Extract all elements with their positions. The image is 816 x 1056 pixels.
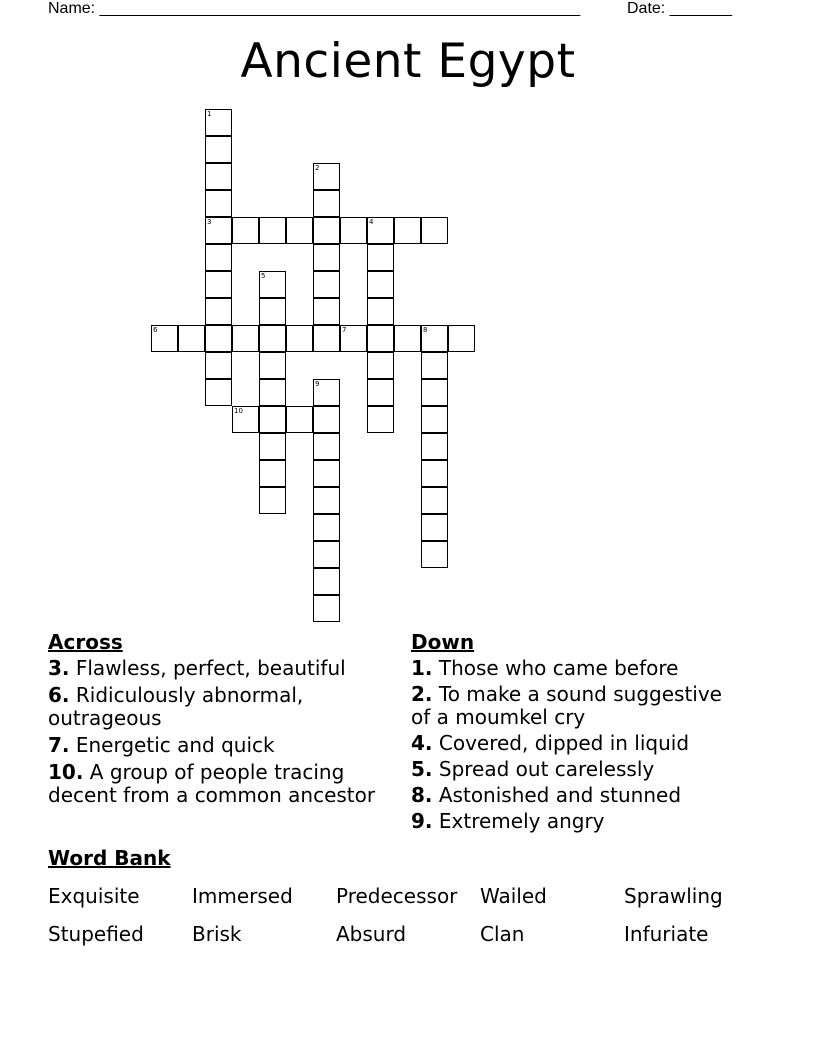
cell-number: 5	[261, 272, 266, 280]
crossword-cell[interactable]	[367, 379, 394, 406]
crossword-cell[interactable]	[259, 460, 286, 487]
clue-text: Those who came before	[432, 656, 679, 680]
down-clue	[411, 732, 741, 755]
crossword-cell[interactable]	[313, 460, 340, 487]
clue-text: Extremely angry	[432, 809, 605, 833]
word-bank-word: Clan	[480, 922, 525, 946]
clue-number: 2.	[411, 682, 433, 706]
crossword-cell[interactable]	[367, 217, 394, 244]
crossword-cell[interactable]	[421, 217, 448, 244]
across-clue	[48, 684, 393, 730]
word-bank-word: Infuriate	[624, 922, 709, 946]
crossword-cell[interactable]	[313, 325, 340, 352]
clue-number: 6.	[48, 683, 70, 707]
crossword-cell[interactable]	[205, 298, 232, 325]
cell-number: 8	[423, 326, 428, 334]
clue-number: 8.	[411, 783, 433, 807]
crossword-cell[interactable]	[367, 352, 394, 379]
crossword-cell[interactable]	[394, 325, 421, 352]
crossword-cell[interactable]	[286, 325, 313, 352]
crossword-cell[interactable]	[313, 244, 340, 271]
crossword-cell[interactable]	[421, 433, 448, 460]
crossword-cell[interactable]	[313, 379, 340, 406]
crossword-cell[interactable]	[421, 406, 448, 433]
down-heading: Down	[411, 630, 475, 654]
crossword-cell[interactable]	[313, 217, 340, 244]
crossword-cell[interactable]	[205, 109, 232, 136]
crossword-cell[interactable]	[313, 433, 340, 460]
crossword-cell[interactable]	[421, 541, 448, 568]
down-clue	[411, 758, 741, 781]
crossword-cell[interactable]	[421, 325, 448, 352]
crossword-cell[interactable]	[259, 379, 286, 406]
word-bank-word: Exquisite	[48, 884, 140, 908]
crossword-cell[interactable]	[448, 325, 475, 352]
crossword-cell[interactable]	[313, 271, 340, 298]
crossword-cell[interactable]	[313, 298, 340, 325]
across-clues	[48, 630, 393, 811]
crossword-cell[interactable]	[340, 325, 367, 352]
clue-number: 10.	[48, 760, 84, 784]
clue-text: Astonished and stunned	[432, 783, 682, 807]
word-bank-word: Wailed	[480, 884, 547, 908]
clue-text: Flawless, perfect, beautiful	[69, 656, 346, 680]
crossword-cell[interactable]	[286, 406, 313, 433]
crossword-cell[interactable]	[259, 352, 286, 379]
crossword-cell[interactable]	[205, 190, 232, 217]
crossword-cell[interactable]	[205, 163, 232, 190]
crossword-cell[interactable]	[259, 325, 286, 352]
crossword-cell[interactable]	[205, 325, 232, 352]
crossword-cell[interactable]	[205, 271, 232, 298]
down-clues	[411, 630, 741, 836]
crossword-cell[interactable]	[259, 271, 286, 298]
across-clue	[48, 657, 393, 680]
crossword-cell[interactable]	[367, 325, 394, 352]
crossword-cell[interactable]	[421, 460, 448, 487]
crossword-cell[interactable]	[232, 217, 259, 244]
crossword-cell[interactable]	[205, 379, 232, 406]
crossword-cell[interactable]	[313, 190, 340, 217]
clue-text: To make a sound suggestive of a moumkel cry	[411, 682, 722, 729]
crossword-cell[interactable]	[421, 487, 448, 514]
crossword-cell[interactable]	[367, 406, 394, 433]
crossword-cell[interactable]	[394, 217, 421, 244]
down-clue	[411, 683, 741, 729]
clue-text: A group of people tracing decent from a common ancestor	[48, 760, 376, 807]
date-field[interactable]: Date: _______	[627, 0, 732, 17]
crossword-cell[interactable]	[313, 514, 340, 541]
crossword-cell[interactable]	[259, 217, 286, 244]
crossword-cell[interactable]	[259, 406, 286, 433]
clue-number: 1.	[411, 656, 433, 680]
crossword-cell[interactable]	[313, 595, 340, 622]
down-clue	[411, 810, 741, 833]
crossword-cell[interactable]	[313, 406, 340, 433]
cell-number: 2	[315, 164, 320, 172]
cell-number: 3	[207, 218, 212, 226]
crossword-cell[interactable]	[151, 325, 178, 352]
clue-number: 5.	[411, 757, 433, 781]
crossword-cell[interactable]	[286, 217, 313, 244]
across-clue	[48, 761, 393, 807]
down-clue	[411, 784, 741, 807]
crossword-cell[interactable]	[367, 298, 394, 325]
crossword-cell[interactable]	[421, 379, 448, 406]
crossword-cell[interactable]	[205, 136, 232, 163]
word-bank-word: Predecessor	[336, 884, 458, 908]
crossword-cell[interactable]	[232, 406, 259, 433]
crossword-cell[interactable]	[205, 217, 232, 244]
crossword-cell[interactable]	[313, 487, 340, 514]
across-clue	[48, 734, 393, 757]
word-bank-word: Brisk	[192, 922, 242, 946]
across-heading: Across	[48, 630, 123, 654]
clue-text: Spread out carelessly	[432, 757, 655, 781]
clue-text: Covered, dipped in liquid	[432, 731, 690, 755]
clue-number: 9.	[411, 809, 433, 833]
clue-number: 7.	[48, 733, 70, 757]
crossword-cell[interactable]	[205, 352, 232, 379]
cell-number: 10	[234, 407, 243, 415]
crossword-cell[interactable]	[340, 217, 367, 244]
clue-text: Energetic and quick	[69, 733, 275, 757]
crossword-cell[interactable]	[259, 487, 286, 514]
page-title: Ancient Egypt	[240, 34, 576, 89]
clue-text: Ridiculously abnormal, outrageous	[48, 683, 304, 730]
clue-number: 4.	[411, 731, 433, 755]
word-bank-heading: Word Bank	[48, 846, 171, 870]
crossword-cell[interactable]	[205, 244, 232, 271]
word-bank-word: Stupefied	[48, 922, 144, 946]
crossword-cell[interactable]	[259, 298, 286, 325]
down-clue	[411, 657, 741, 680]
cell-number: 4	[369, 218, 374, 226]
crossword-cell[interactable]	[421, 352, 448, 379]
word-bank-word: Sprawling	[624, 884, 723, 908]
cell-number: 9	[315, 380, 320, 388]
crossword-cell[interactable]	[313, 163, 340, 190]
name-field[interactable]: Name: ______________________________________________________	[48, 0, 581, 17]
crossword-cell[interactable]	[313, 541, 340, 568]
crossword-cell[interactable]	[178, 325, 205, 352]
word-bank-word: Immersed	[192, 884, 293, 908]
crossword-cell[interactable]	[421, 514, 448, 541]
cell-number: 6	[153, 326, 158, 334]
clue-number: 3.	[48, 656, 70, 680]
crossword-cell[interactable]	[367, 244, 394, 271]
cell-number: 1	[207, 110, 212, 118]
crossword-cell[interactable]	[367, 271, 394, 298]
crossword-cell[interactable]	[259, 433, 286, 460]
cell-number: 7	[342, 326, 347, 334]
crossword-cell[interactable]	[313, 568, 340, 595]
word-bank-word: Absurd	[336, 922, 407, 946]
crossword-cell[interactable]	[232, 325, 259, 352]
